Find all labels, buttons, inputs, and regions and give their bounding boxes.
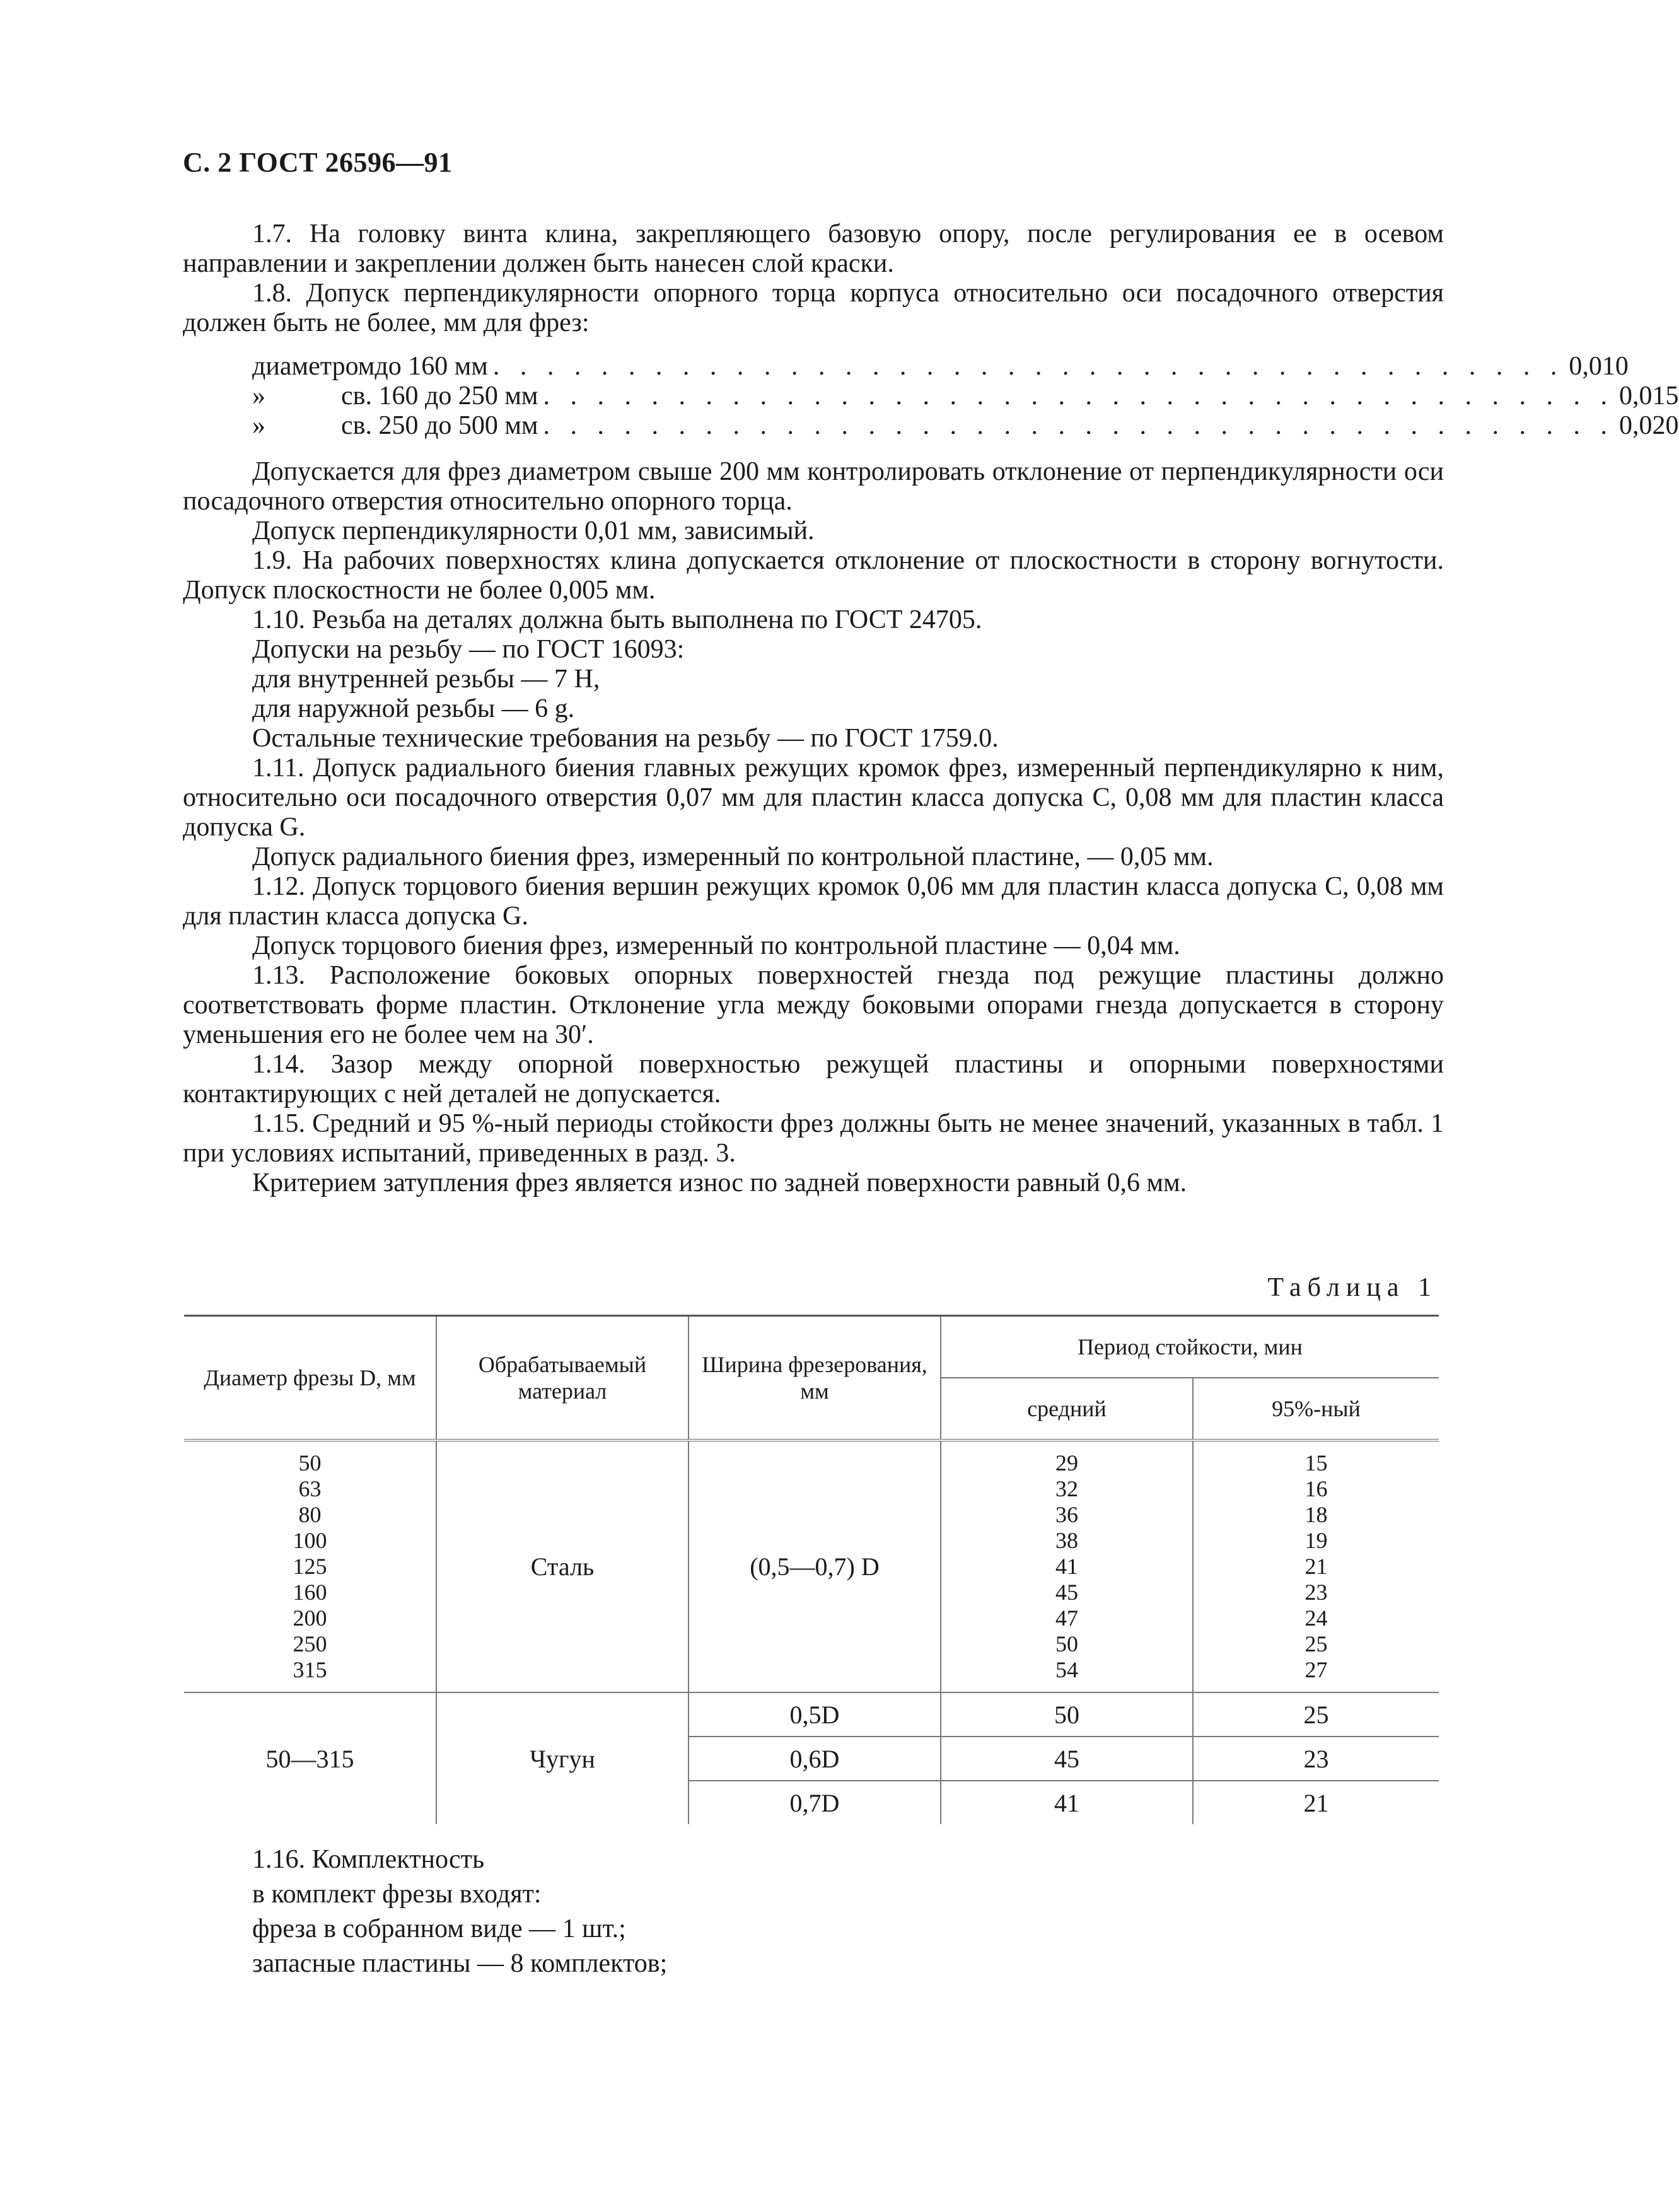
tolerance-condition: св. 250 до 500 мм bbox=[341, 411, 538, 440]
tolerance-value: 0,020 bbox=[1619, 411, 1679, 440]
steel-diameter: 80 bbox=[298, 1502, 322, 1527]
steel-mean: 32 bbox=[1055, 1476, 1078, 1501]
cell-steel-material: Сталь bbox=[436, 1440, 688, 1692]
leader-dots: . . . . . . . . . . . . . . . . . . . . . . . . . . . . . . . . . . . . . . . . bbox=[543, 411, 1614, 440]
cell-steel-diameters bbox=[184, 1440, 436, 1692]
cell-iron-diameter: 50—315 bbox=[184, 1692, 436, 1824]
cell-iron-material: Чугун bbox=[436, 1692, 688, 1824]
steel-mean: 36 bbox=[1055, 1502, 1078, 1527]
cell-iron-p95: 25 bbox=[1193, 1692, 1439, 1737]
page-header: С. 2 ГОСТ 26596—91 bbox=[183, 147, 453, 178]
paragraph-1-7: 1.7. На головку винта клина, закрепляющего базовую опору, после регулирования ее в осевом направлении и закреплении должен быть нанесен слой краски. bbox=[183, 219, 1444, 278]
tolerance-row bbox=[252, 352, 1629, 381]
cell-iron-width: 0,6D bbox=[688, 1737, 941, 1781]
completeness-section bbox=[252, 1842, 667, 1981]
steel-mean: 29 bbox=[1055, 1450, 1078, 1476]
steel-diameter: 200 bbox=[293, 1605, 327, 1631]
cell-steel-mean bbox=[941, 1440, 1193, 1692]
paragraph: для наружной резьбы — 6 g. bbox=[252, 694, 575, 723]
cell-iron-mean: 45 bbox=[941, 1737, 1193, 1781]
steel-p95: 19 bbox=[1304, 1528, 1328, 1553]
paragraph-1-13: 1.13. Расположение боковых опорных поверхностей гнезда под режущие пластины должно соответствовать форме пластин. Отклонение угла между боковыми опорами гнезда допускается в сторону уменьшения его не более чем на 30′. bbox=[183, 961, 1444, 1049]
steel-mean: 41 bbox=[1055, 1554, 1078, 1579]
table-row-cast-iron bbox=[184, 1692, 1439, 1737]
table-header-row bbox=[184, 1316, 1439, 1378]
cell-iron-width: 0,7D bbox=[688, 1781, 941, 1824]
steel-p95: 18 bbox=[1304, 1502, 1328, 1527]
tolerance-list bbox=[252, 352, 1679, 441]
leader-dots: . . . . . . . . . . . . . . . . . . . . . . . . . . . . . . . . . . . . . . . . bbox=[492, 352, 1564, 381]
cell-iron-width: 0,5D bbox=[688, 1692, 941, 1737]
paragraph-1-15: 1.15. Средний и 95 %-ный периоды стойкости фрез должны быть не менее значений, указанных в табл. 1 при условиях испытаний, приведенных в разд. 3. bbox=[183, 1109, 1444, 1168]
tolerance-lead: » bbox=[252, 381, 265, 410]
paragraph: Допуск радиального биения фрез, измеренный по контрольной пластине, — 0,05 мм. bbox=[252, 842, 1214, 871]
steel-diameter: 63 bbox=[298, 1476, 322, 1501]
paragraph-1-9: 1.9. На рабочих поверхностях клина допускается отклонение от плоскостности в сторону вогнутости. Допуск плоскостности не более 0,005 мм. bbox=[183, 546, 1444, 605]
steel-mean: 50 bbox=[1055, 1631, 1078, 1656]
steel-p95: 24 bbox=[1304, 1605, 1328, 1631]
steel-mean: 47 bbox=[1055, 1605, 1078, 1631]
paragraph: Допускается для фрез диаметром свыше 200 мм контролировать отклонение от перпендикулярности оси посадочного отверстия относительно опорного торца. bbox=[183, 457, 1444, 516]
cell-steel-width: (0,5—0,7) D bbox=[688, 1440, 941, 1692]
steel-p95: 16 bbox=[1304, 1476, 1328, 1501]
header-material: Обрабатываемый материал bbox=[436, 1316, 688, 1441]
tolerance-value: 0,015 bbox=[1619, 381, 1679, 410]
header-period: Период стойкости, мин bbox=[941, 1316, 1439, 1378]
steel-mean: 54 bbox=[1055, 1657, 1078, 1682]
durability-table bbox=[184, 1315, 1439, 1824]
paragraph-1-10: 1.10. Резьба на деталях должна быть выполнена по ГОСТ 24705. bbox=[252, 605, 982, 634]
tolerance-lead: » bbox=[252, 411, 265, 440]
paragraph: Критерием затупления фрез является износ по задней поверхности равный 0,6 мм. bbox=[252, 1168, 1187, 1197]
leader-dots: . . . . . . . . . . . . . . . . . . . . . . . . . . . . . . . . . . . . . . . . bbox=[543, 381, 1614, 410]
cell-steel-p95 bbox=[1193, 1440, 1439, 1692]
tail-line: в комплект фрезы входят: bbox=[252, 1880, 542, 1909]
paragraph-1-14: 1.14. Зазор между опорной поверхностью режущей пластины и опорными поверхностями контактирующих с ней деталей не допускается. bbox=[183, 1050, 1444, 1109]
header-diameter-text: Диаметр фрезы D, мм bbox=[204, 1365, 416, 1390]
cell-iron-mean: 41 bbox=[941, 1781, 1193, 1824]
paragraph: Допуск перпендикулярности 0,01 мм, зависимый. bbox=[252, 516, 815, 545]
paragraph-1-8: 1.8. Допуск перпендикулярности опорного торца корпуса относительно оси посадочного отверстия должен быть не более, мм для фрез: bbox=[183, 279, 1444, 337]
paragraph: Остальные технические требования на резьбу — по ГОСТ 1759.0. bbox=[252, 724, 999, 753]
tolerance-lead: диаметром bbox=[252, 352, 375, 381]
tolerance-row bbox=[252, 381, 1679, 411]
steel-p95: 21 bbox=[1304, 1554, 1328, 1579]
table-row-steel bbox=[184, 1440, 1439, 1692]
steel-p95: 23 bbox=[1304, 1580, 1328, 1605]
steel-diameter: 100 bbox=[293, 1528, 327, 1553]
tolerance-row bbox=[252, 411, 1679, 441]
document-body bbox=[183, 219, 1679, 1198]
table-caption: Таблица 1 bbox=[1267, 1273, 1438, 1302]
paragraph-1-12: 1.12. Допуск торцового биения вершин режущих кромок 0,06 мм для пластин класса допуска С, 0,08 мм для пластин класса допуска G. bbox=[183, 872, 1444, 931]
header-diameter bbox=[184, 1316, 436, 1441]
steel-diameter: 160 bbox=[293, 1580, 327, 1605]
paragraph: Допуск торцового биения фрез, измеренный по контрольной пластине — 0,04 мм. bbox=[252, 931, 1180, 960]
paragraph: Допуски на резьбу — по ГОСТ 16093: bbox=[252, 635, 685, 664]
cell-iron-p95: 23 bbox=[1193, 1737, 1439, 1781]
steel-p95: 15 bbox=[1304, 1450, 1328, 1476]
cell-iron-p95: 21 bbox=[1193, 1781, 1439, 1824]
steel-diameter: 315 bbox=[293, 1657, 327, 1682]
steel-diameter: 50 bbox=[298, 1450, 322, 1476]
section-1-16-title: 1.16. Комплектность bbox=[252, 1845, 485, 1874]
steel-mean: 38 bbox=[1055, 1528, 1078, 1553]
steel-p95: 27 bbox=[1304, 1657, 1328, 1682]
tail-line: запасные пластины — 8 комплектов; bbox=[252, 1949, 668, 1978]
steel-mean: 45 bbox=[1055, 1580, 1078, 1605]
header-width: Ширина фрезерования, мм bbox=[688, 1316, 941, 1441]
steel-p95: 25 bbox=[1304, 1631, 1328, 1656]
paragraph-1-11: 1.11. Допуск радиального биения главных режущих кромок фрез, измеренный перпендикулярно к ним, относительно оси посадочного отверстия 0,07 мм для пластин класса допуска С, 0,08 мм для пластин класса допуска G. bbox=[183, 754, 1444, 842]
header-mean: средний bbox=[941, 1378, 1193, 1440]
cell-iron-mean: 50 bbox=[941, 1692, 1193, 1737]
tolerance-condition: св. 160 до 250 мм bbox=[341, 381, 538, 410]
tail-line: фреза в собранном виде — 1 шт.; bbox=[252, 1914, 626, 1943]
paragraph: для внутренней резьбы — 7 Н, bbox=[252, 665, 600, 694]
steel-diameter: 250 bbox=[293, 1631, 327, 1656]
steel-diameter: 125 bbox=[293, 1554, 327, 1579]
tolerance-value: 0,010 bbox=[1569, 352, 1629, 381]
header-p95: 95%-ный bbox=[1193, 1378, 1439, 1440]
tolerance-condition: до 160 мм bbox=[375, 352, 488, 381]
